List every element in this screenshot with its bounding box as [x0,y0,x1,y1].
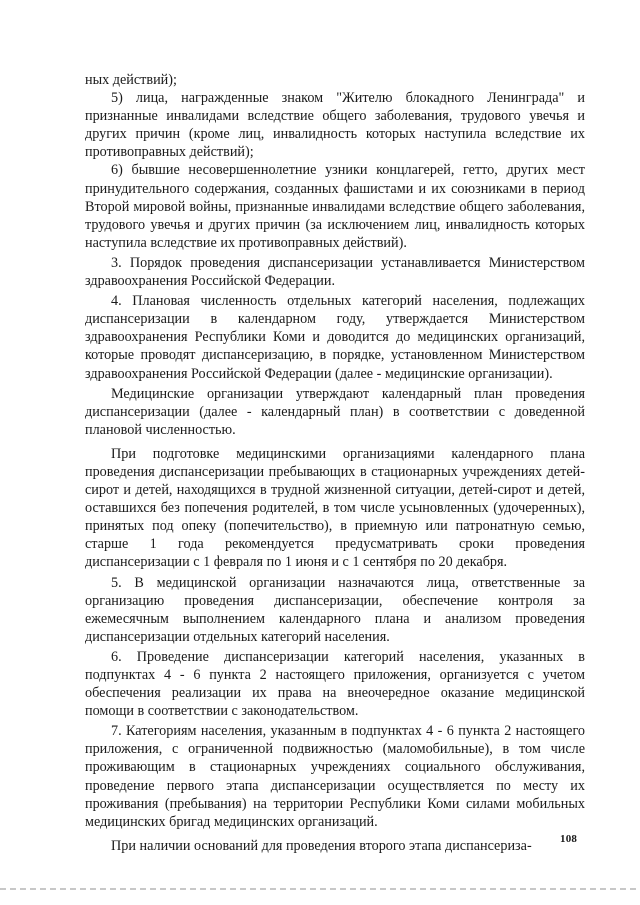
paragraph-second-stage: При наличии оснований для проведения второго этапа диспансериза- [111,837,532,854]
paragraph-section-5: 5. В медицинской организации назначаются лица, ответственные за организацию проведения диспансеризации, обеспечение контроля за ежемесячным выполнением календарного плана и анализом проведения диспансеризации отдельных категорий населения. [85,574,585,645]
paragraph-section-7: 7. Категориям населения, указанным в подпунктах 4 - 6 пункта 2 настоящего приложения, с ограниченной подвижностью (маломобильные), в том числе проживающим в стационарных учреждениях социального обслуживания, проведение первого этапа диспансеризации осуществляется по месту их проживания (пребывания) на территории Республики Коми силами мобильных медицинских бригад медицинских организаций. [85,723,585,830]
paragraph-section-3: 3. Порядок проведения диспансеризации устанавливается Министерством здравоохранения Российской Федерации. [85,254,585,290]
paragraph-orphans-schedule: При подготовке медицинскими организациями календарного плана проведения диспансеризации пребывающих в стационарных учреждениях детей-сирот и детей, находящихся в трудной жизненной ситуации, детей-сирот и детей, оставшихся без попечения родителей, в том числе усыновленных (удочеренных), принятых под опеку (попечительство), в приемную или патронатную семью, старше 1 года рекомендуется предусматривать сроки проведения диспансеризации с 1 февраля по 1 июня и с 1 сентября по 20 декабря. [85,445,585,571]
paragraph-item-5: 5) лица, награжденные знаком "Жителю блокадного Ленинграда" и признанные инвалидами вследствие общего заболевания, трудового увечья и других причин (кроме лиц, инвалидность которых наступила вследствие их противоправных действий); [85,90,585,161]
paragraph-item-6: 6) бывшие несовершеннолетние узники концлагерей, гетто, других мест принудительного содержания, созданных фашистами и их союзниками в период Второй мировой войны, признанные инвалидами вследствие общего заболевания, трудового увечья и других причин (за исключением лиц, инвалидность которых наступила вследствие их противоправных действий). [85,162,585,251]
paragraph-section-6: 6. Проведение диспансеризации категорий населения, указанных в подпунктах 4 - 6 пункта 2 настоящего приложения, организуется с учетом обеспечения реализации их права на внеочередное оказание медицинской помощи в соответствии с законодательством. [85,648,585,720]
page-number: 108 [560,833,578,845]
document-body [85,71,585,855]
paragraph-calendar-plan: Медицинские организации утверждают календарный план проведения диспансеризации (далее - календарный план) в соответствии с доведенной плановой численностью. [85,385,585,438]
scan-edge-line [0,888,640,890]
paragraph-continuation: ных действий); [85,72,177,88]
paragraph-section-4: 4. Плановая численность отдельных категорий населения, подлежащих диспансеризации в календарном году, утверждается Министерством здравоохранения Республики Коми и доводится до медицинских организаций, которые проводят диспансеризацию, в порядке, установленном Министерством здравоохранения Российской Федерации (далее - медицинские организации). [85,293,585,382]
